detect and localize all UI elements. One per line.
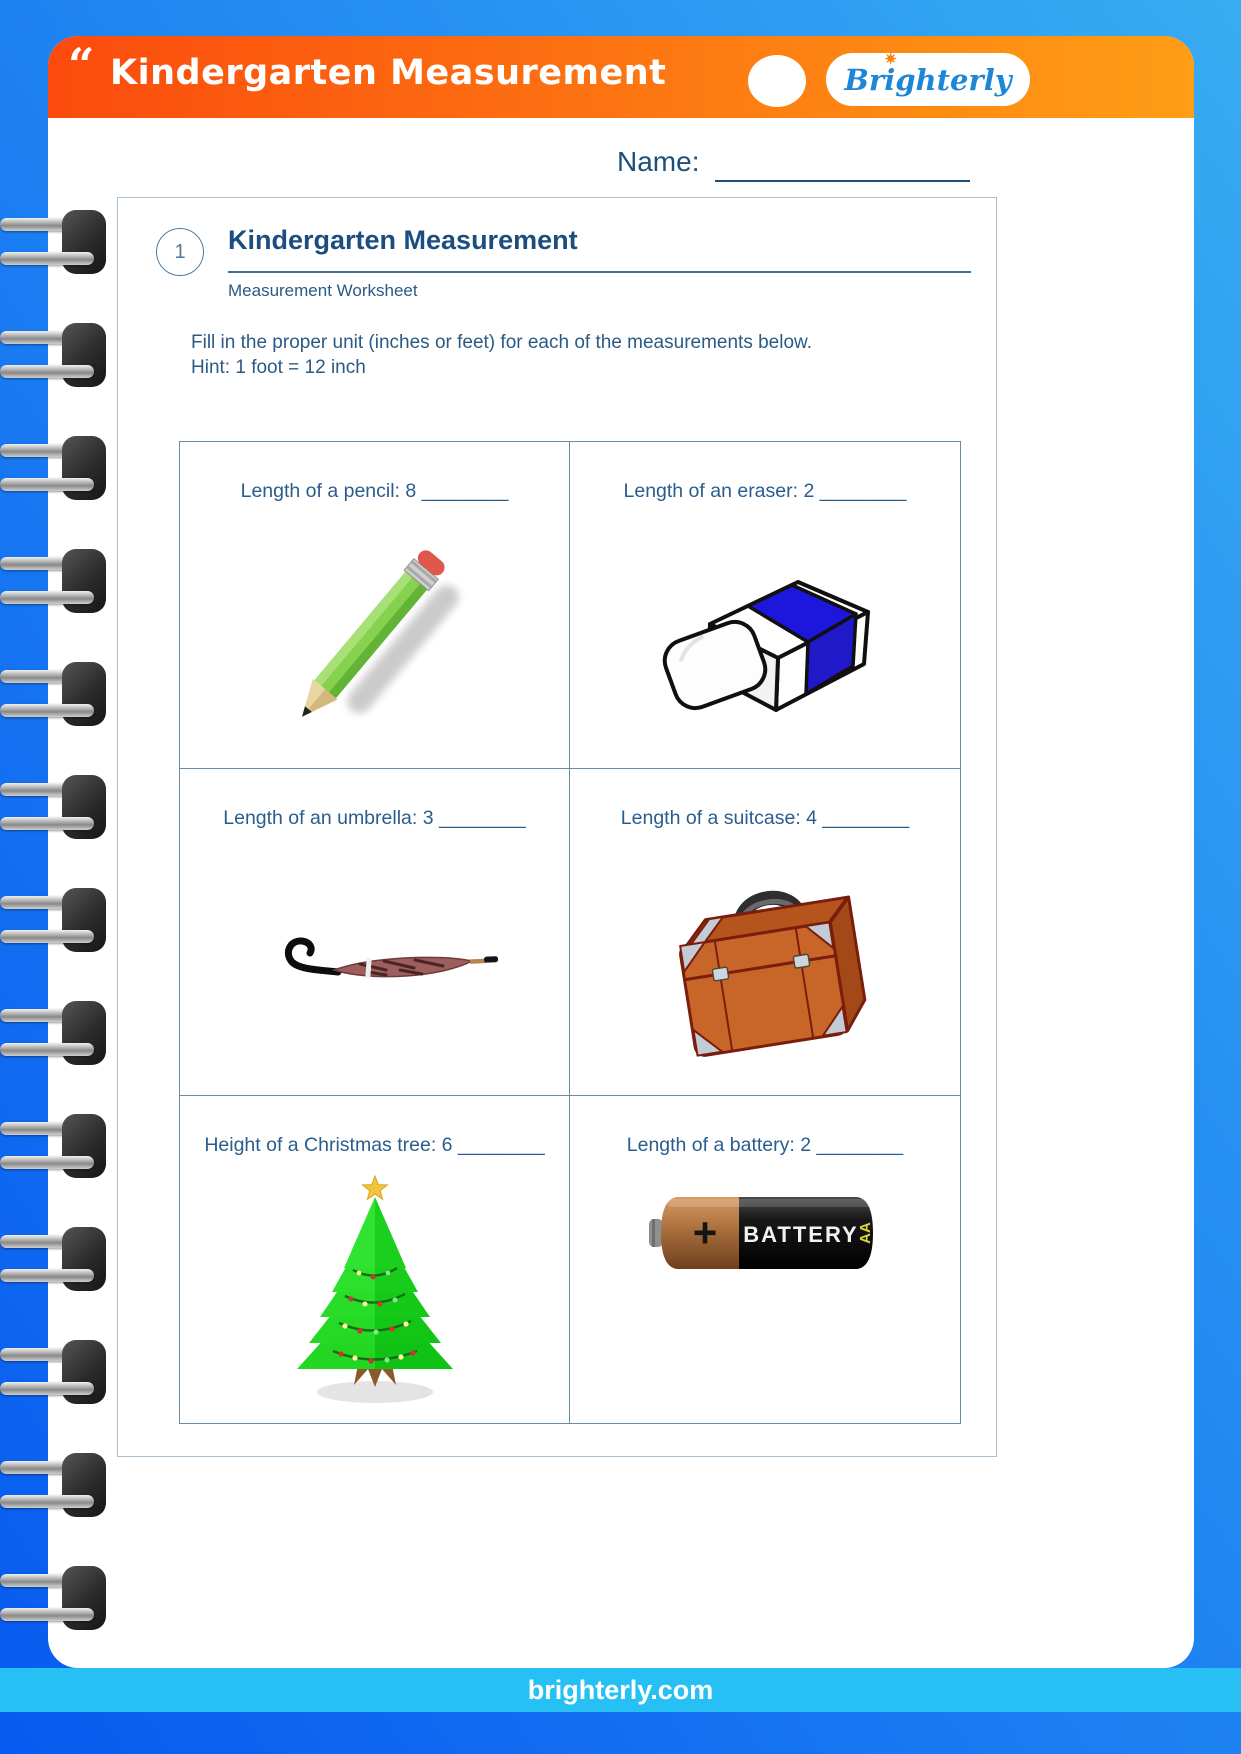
spiral-binding-clip [0, 1001, 106, 1065]
table-cell-pencil [180, 442, 570, 769]
christmas-tree-image-wrap [180, 1157, 569, 1423]
quote-icon: “ [68, 38, 95, 92]
umbrella-image-wrap [180, 830, 569, 1095]
spiral-binding-clip [0, 323, 106, 387]
battery-image [643, 1183, 888, 1283]
battery-question[interactable]: Length of a battery: 2 ________ [626, 1134, 904, 1156]
eraser-image [650, 552, 880, 720]
hint-line: Hint: 1 foot = 12 inch [191, 357, 366, 379]
measurement-table [179, 441, 961, 1424]
spiral-binding-clip [0, 436, 106, 500]
table-cell-suitcase [570, 769, 960, 1096]
eraser-image-wrap [570, 503, 960, 768]
spiral-binding-clip [0, 888, 106, 952]
battery-brand-text: BATTERY [742, 1222, 859, 1247]
umbrella-image [250, 920, 500, 1005]
spiral-binding-clip [0, 662, 106, 726]
spiral-binding-clip [0, 1114, 106, 1178]
instruction-line: Fill in the proper unit (inches or feet) for each of the measurements below. [191, 332, 812, 353]
pencil-image-wrap [180, 503, 569, 768]
table-cell-battery [570, 1096, 960, 1423]
christmas-tree-question[interactable]: Height of a Christmas tree: 6 ________ [204, 1134, 545, 1156]
eraser-question[interactable]: Length of an eraser: 2 ________ [623, 480, 907, 502]
header-circle [748, 55, 806, 107]
worksheet-box [117, 197, 997, 1457]
worksheet-subtitle: Measurement Worksheet [228, 281, 418, 300]
spiral-binding-clip [0, 210, 106, 274]
section-number: 1 [174, 240, 186, 263]
table-cell-christmas-tree [180, 1096, 570, 1423]
worksheet-page [48, 36, 1194, 1668]
table-cell-eraser [570, 442, 960, 769]
worksheet-title: Kindergarten Measurement [228, 225, 578, 255]
header-title: Kindergarten Measurement [110, 53, 667, 93]
battery-size-text: AA [856, 1222, 874, 1244]
spiral-binding-clip [0, 1566, 106, 1630]
title-underline [228, 271, 971, 273]
spiral-binding-clip [0, 549, 106, 613]
name-blank-line[interactable] [715, 148, 970, 182]
pencil-question[interactable]: Length of a pencil: 8 ________ [240, 480, 509, 502]
spiral-binding-clip [0, 1453, 106, 1517]
table-cell-umbrella [180, 769, 570, 1096]
name-label: Name: [617, 146, 700, 177]
instructions [191, 330, 812, 380]
page-header [48, 36, 1194, 118]
footer-bar [0, 1668, 1241, 1712]
christmas-tree-image [275, 1171, 475, 1409]
section-number-badge [156, 228, 204, 276]
spiral-binding-clip [0, 1340, 106, 1404]
brighterly-logo [826, 49, 1030, 106]
battery-plus-sign: + [692, 1209, 717, 1256]
umbrella-question[interactable]: Length of an umbrella: 3 ________ [223, 807, 526, 829]
battery-image-wrap [570, 1157, 960, 1423]
suitcase-question[interactable]: Length of a suitcase: 4 ________ [620, 807, 910, 829]
suitcase-image [658, 863, 873, 1063]
brighterly-logo-text: Brighterly ✷ [844, 49, 1012, 97]
suitcase-image-wrap [570, 830, 960, 1095]
pencil-image [262, 536, 487, 736]
logo-sunburst-icon: ✷ [884, 49, 897, 68]
spiral-binding-clip [0, 1227, 106, 1291]
footer-url[interactable]: brighterly.com [527, 1674, 714, 1705]
spiral-binding-clip [0, 775, 106, 839]
